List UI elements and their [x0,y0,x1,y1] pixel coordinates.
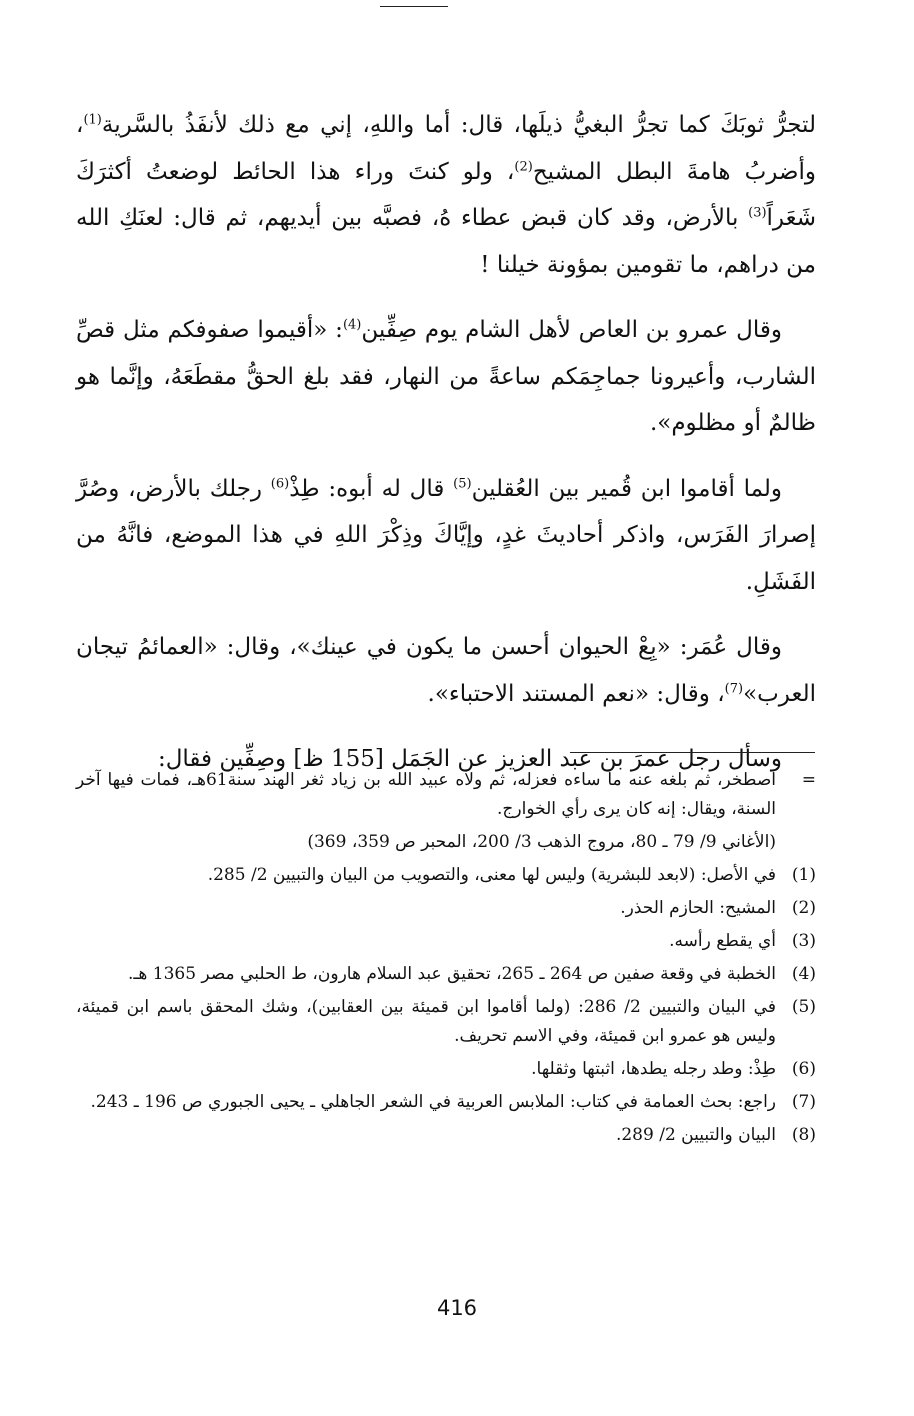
text-run: وقال عُمَر: «بِعْ الحيوان أحسن ما يكون في عينك»، وقال: «العمائمُ تيجان العرب» [76,634,816,707]
text-run: وقال عمرو بن العاص لأهل الشام يوم صِفِّين [361,317,783,343]
paragraph-4 [76,624,816,717]
footnote-text: المشيح: الحازم الحذر. [620,898,776,918]
text-run: ، ولو كنتَ وراء هذا الحائط لوضعتُ أكثرَكَ شَعَراً [76,158,816,231]
footnote-number-spacer [776,828,816,857]
text-run: بالأرض، وقد كان قبض عطاء هُ، فصبَّه بين أيديهم، ثم قال: لعنَكِ الله من دراهم، ما تقومين بمؤونة خيلنا ! [76,205,816,278]
footnote-ref[interactable]: (1) [83,112,102,128]
paragraph-1 [76,102,816,288]
footnote-number: (8) [791,1125,816,1145]
footnote-1 [76,861,816,890]
footnote-ref[interactable]: (6) [270,475,290,491]
footnote-ref[interactable]: (3) [748,205,767,221]
footnote-separator [570,752,815,753]
footnote-number: (3) [791,931,816,951]
text-run: رجلك بالأرض، وصُرَّ إصرارَ الفَرَس، واذكر أحاديثَ غدٍ، وإيَّاكَ وذِكْرَ اللهِ في هذا الموضع، فانَّهُ من الفَشَلِ. [76,475,816,595]
footnote-text: اصطخر، ثم بلغه عنه ما ساءه فعزله، ثم ولاه عبيد الله بن زياد ثغر الهند سنة61هـ، فمات فيها آخر السنة، ويقال: إنه كان يرى رأي الخوارج. [76,770,776,819]
footnote-text: الخطبة في وقعة صفين ص 264 ـ 265، تحقيق عبد السلام هارون، ط الحلبي مصر 1365 هـ. [128,964,776,984]
footnote-ref[interactable]: (7) [724,680,744,696]
footnote-number: (2) [791,898,816,918]
paragraph-2 [76,307,816,447]
footnote-text: (الأغاني 9/ 79 ـ 80، مروج الذهب 3/ 200، المحبر ص 359، 369) [307,832,776,852]
main-text [76,102,816,802]
footnote-continued-reference [76,828,816,857]
footnote-ref[interactable]: (2) [514,158,533,174]
footnote-number: (6) [791,1059,816,1079]
footnote-8 [76,1121,816,1150]
footnote-4 [76,960,816,989]
footnotes [76,766,816,1154]
footnote-number: (5) [791,997,816,1017]
footnote-text: البيان والتبيين 2/ 289. [615,1125,776,1145]
footnote-number: = [801,770,816,790]
footnote-ref[interactable]: (4) [342,317,362,333]
footnote-7 [76,1088,816,1117]
footnote-text: في البيان والتبيين 2/ 286: (ولما أقاموا ابن قميئة بين العقابين)، وشك المحقق باسم ابن قميئة، وليس هو عمرو ابن قميئة، وفي الاسم تحريف. [76,997,776,1046]
footnote-continued [76,766,816,824]
footnote-ref[interactable]: (5) [453,475,472,491]
footnote-6 [76,1055,816,1084]
footnote-number: (7) [791,1092,816,1112]
footnote-number: (1) [791,865,816,885]
text-run: ، وأضربُ هامةَ البطل المشيح [76,112,816,185]
text-run: ولما أقاموا ابن قُمير بين العُقلين [471,475,783,502]
paragraph-5: وسأل رجل عمرَ بن عبد العزيز عن الجَمَل [155 ظ] وصِفِّين فقال: [157,746,782,772]
text-run: : «أقيموا صفوفكم مثل قصِّ الشارب، وأعيرونا جماجِمَكم ساعةً من النهار، فقد بلغ الحقُّ مقطَعَهُ، وإنَّما هو ظالمٌ أو مظلوم». [76,317,816,436]
footnote-text: أي يقطع رأسه. [669,931,776,951]
footnote-text: في الأصل: (لابعد للبشرية) وليس لها معنى، والتصويب من البيان والتبيين 2/ 285. [207,865,776,885]
footnote-3 [76,927,816,956]
text-run: ، وقال: «نعم المستند الاحتباء». [427,680,725,707]
footnote-2 [76,894,816,923]
footnote-5 [76,993,816,1051]
footnote-number: (4) [791,964,816,984]
page-number: 416 [436,1296,478,1320]
footnote-text: طِذْ: وطد رجله يطدها، اثبتها وثقلها. [531,1059,776,1079]
paragraph-3 [76,466,816,606]
text-run: قال له أبوه: طِذْ [289,475,454,502]
text-run: لتجرُّ ثوبَكَ كما تجرُّ البغيُّ ذيلَها، قال: أما واللهِ، إني مع ذلك لأنفَذُ بالسَّرية [101,112,816,138]
top-rule [380,6,448,7]
footnote-text: راجع: بحث العمامة في كتاب: الملابس العربية في الشعر الجاهلي ـ يحيى الجبوري ص 196 ـ 243. [90,1092,776,1112]
